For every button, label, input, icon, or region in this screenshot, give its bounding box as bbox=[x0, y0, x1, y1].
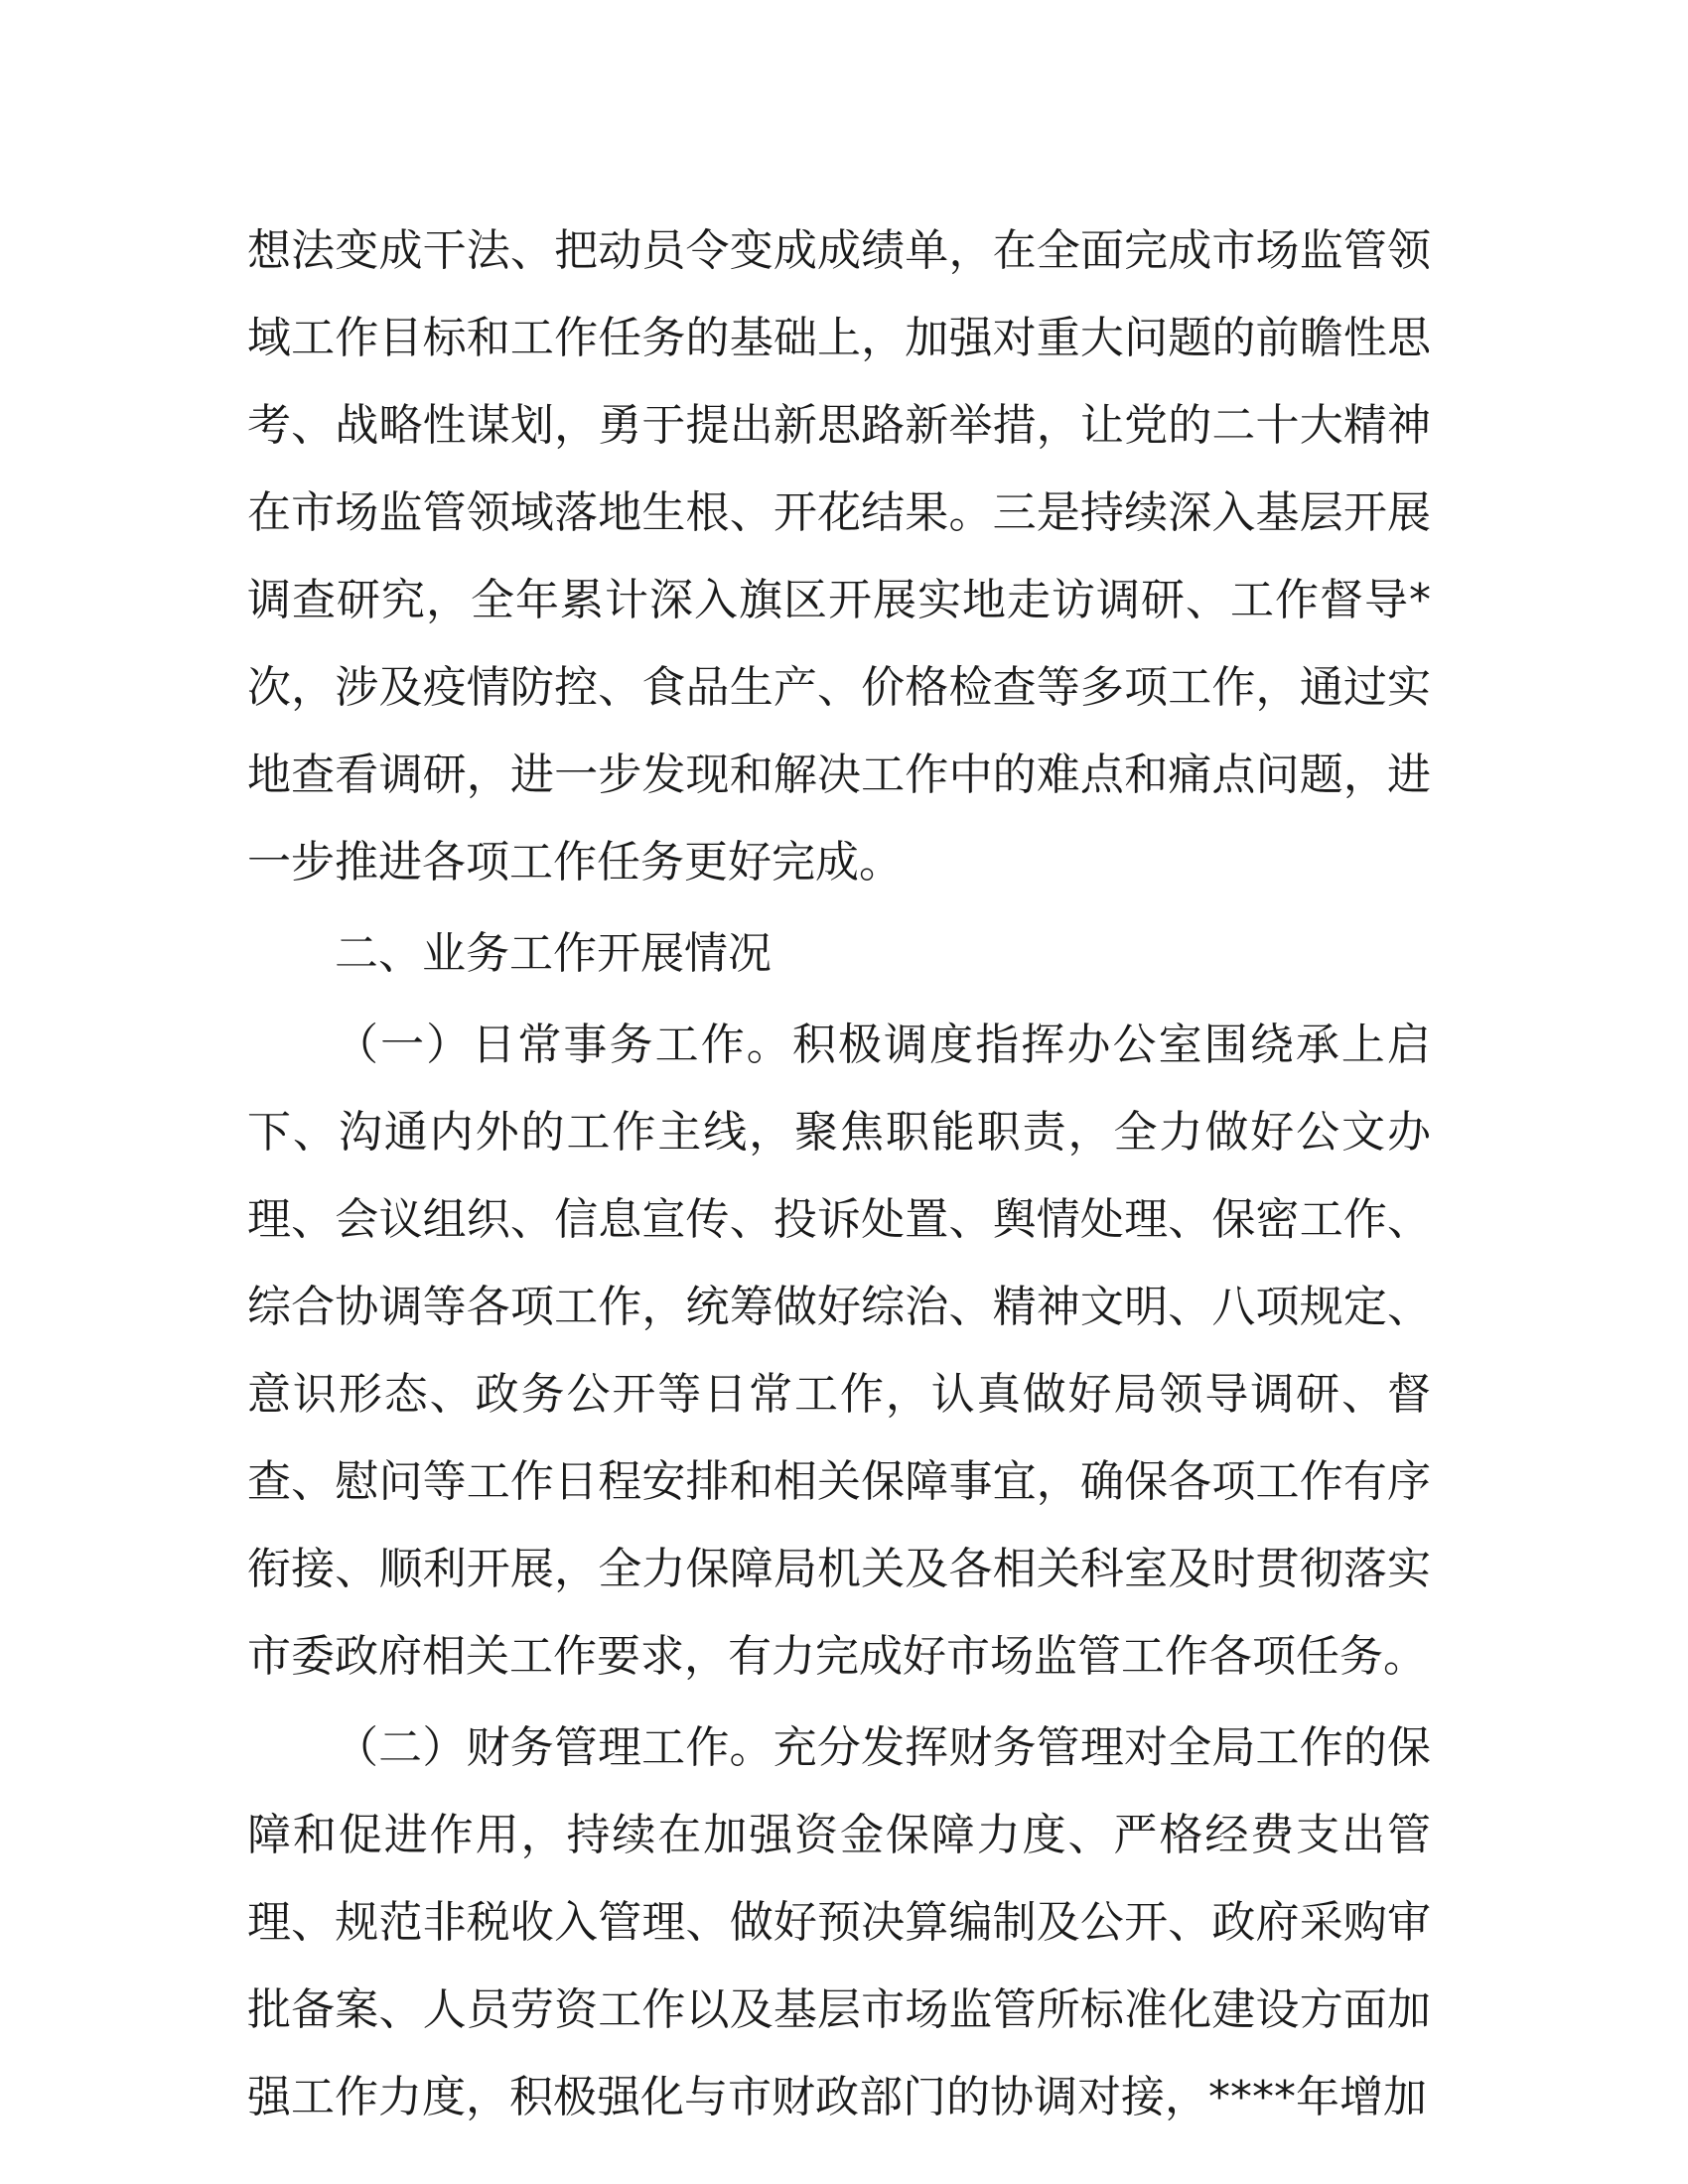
paragraph-finance-management: （二）财务管理工作。充分发挥财务管理对全局工作的保障和促进作用，持续在加强资金保障力度、严格经费支出管理、规范非税收入管理、做好预决算编制及公开、政府采购审批备案、人员劳资工作以及基层市场监管所标准化建设方面加强工作力度，积极强化与市财政部门的协调对接，****年增加 bbox=[247, 1722, 1431, 2122]
document-body bbox=[247, 207, 1431, 2141]
paragraph-continuation: 想法变成干法、把动员令变成成绩单，在全面完成市场监管领域工作目标和工作任务的基础上，加强对重大问题的前瞻性思考、战略性谋划，勇于提出新思路新举措，让党的二十大精神在市场监管领域落地生根、开花结果。三是持续深入基层开展调查研究，全年累计深入旗区开展实地走访调研、工作督导*次，涉及疫情防控、食品生产、价格检查等多项工作，通过实地查看调研，进一步发现和解决工作中的难点和痛点问题，进一步推进各项工作任务更好完成。 bbox=[247, 225, 1431, 887]
section-heading: 二、业务工作开展情况 bbox=[335, 928, 772, 979]
paragraph-daily-affairs: （一）日常事务工作。积极调度指挥办公室围绕承上启下、沟通内外的工作主线，聚焦职能职责，全力做好公文办理、会议组织、信息宣传、投诉处置、舆情处理、保密工作、综合协调等各项工作，统筹做好综治、精神文明、八项规定、意识形态、政务公开等日常工作，认真做好局领导调研、督查、慰问等工作日程安排和相关保障事宜，确保各项工作有序衔接、顺利开展，全力保障局机关及各相关科室及时贯彻落实市委政府相关工作要求，有力完成好市场监管工作各项任务。 bbox=[247, 1020, 1431, 1682]
